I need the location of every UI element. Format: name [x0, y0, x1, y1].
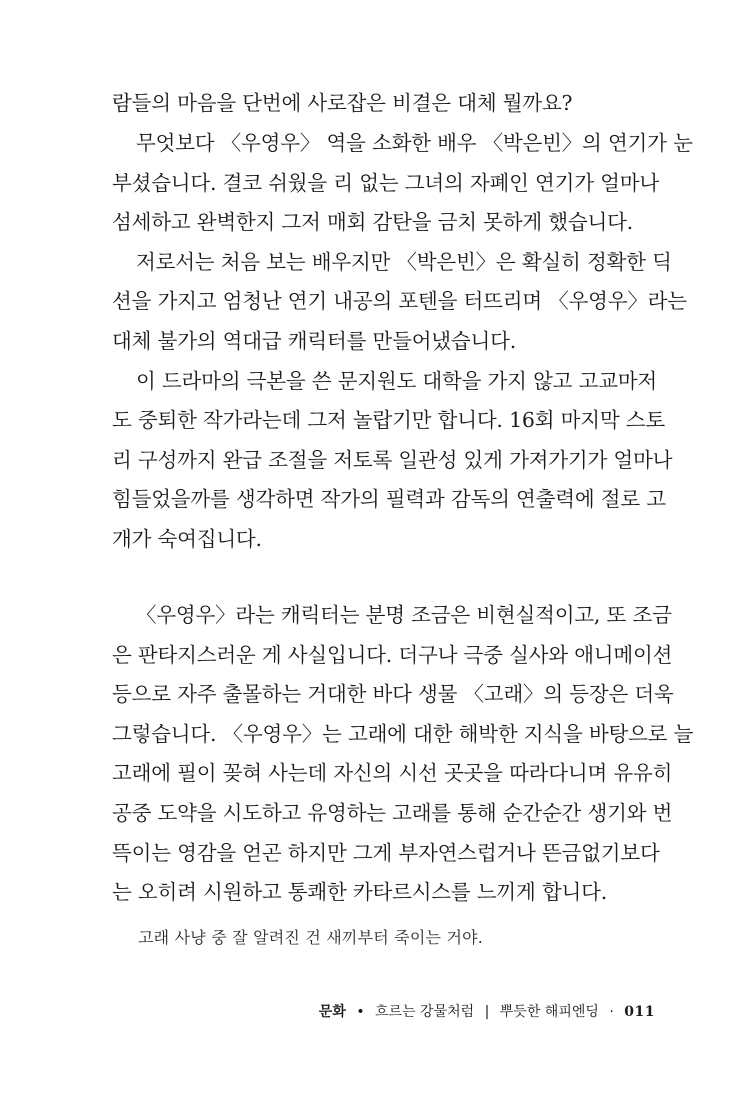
body-line-20: 는 오히려 시원하고 통쾌한 카타르시스를 느끼게 합니다. [112, 880, 608, 904]
body-line-2: 무엇보다 〈우영우〉 역을 소화한 배우 〈박은빈〉의 연기가 눈 [136, 131, 693, 155]
body-line-19: 뜩이는 영감을 얻곤 하지만 그게 부자연스럽거나 뜬금없기보다 [112, 841, 660, 865]
body-line-4: 섬세하고 완벽한지 그저 매회 감탄을 금치 못하게 했습니다. [112, 210, 634, 234]
footer-part-title: 흐르는 강물처럼 [375, 1004, 475, 1020]
body-line-16: 그렇습니다. 〈우영우〉는 고래에 대한 해박한 지식을 바탕으로 늘 [112, 722, 694, 746]
body-line-6: 션을 가지고 엄청난 연기 내공의 포텐을 터뜨리며 〈우영우〉라는 [112, 289, 687, 313]
body-line-3: 부셨습니다. 결코 쉬웠을 리 없는 그녀의 자폐인 연기가 얼마나 [112, 171, 659, 195]
body-line-1: 람들의 마음을 단번에 사로잡은 비결은 대체 뭘까요? [112, 91, 573, 115]
body-line-13: 〈우영우〉라는 캐릭터는 분명 조금은 비현실적이고, 또 조금 [136, 603, 672, 627]
body-line-15: 등으로 자주 출몰하는 거대한 바다 생물 〈고래〉의 등장은 더욱 [112, 682, 674, 706]
body-line-12: 개가 숙여집니다. [112, 527, 262, 551]
footer-section: 문화 [318, 1004, 346, 1020]
body-line-17: 고래에 필이 꽂혀 사는데 자신의 시선 곳곳을 따라다니며 유유히 [112, 761, 673, 785]
page-number: 011 [624, 1004, 655, 1020]
footer-dot: · [609, 1004, 614, 1020]
body-line-18: 공중 도약을 시도하고 유영하는 고래를 통해 순간순간 생기와 번 [112, 801, 673, 825]
footer-divider: | [484, 1004, 490, 1020]
footer-bullet: • [356, 1004, 365, 1020]
body-line-9: 도 중퇴한 작가라는데 그저 놀랍기만 합니다. 16회 마지막 스토 [112, 408, 666, 432]
footer-chapter-title: 뿌듯한 해피엔딩 [499, 1004, 599, 1020]
closing-quote: 고래 사냥 중 잘 알려진 건 새끼부터 죽이는 거야. [138, 928, 484, 947]
body-line-14: 은 판타지스러운 게 사실입니다. 더구나 극중 실사와 애니메이션 [112, 643, 673, 667]
body-line-7: 대체 불가의 역대급 캐릭터를 만들어냈습니다. [112, 329, 517, 353]
running-footer [319, 1002, 655, 1022]
body-line-8: 이 드라마의 극본을 쓴 문지원도 대학을 가지 않고 고교마저 [136, 369, 658, 393]
body-line-11: 힘들었을까를 생각하면 작가의 필력과 감독의 연출력에 절로 고 [112, 487, 666, 511]
body-line-10: 리 구성까지 완급 조절을 저토록 일관성 있게 가져가기가 얼마나 [112, 448, 673, 472]
body-line-5: 저로서는 처음 보는 배우지만 〈박은빈〉은 확실히 정확한 딕 [136, 250, 672, 274]
